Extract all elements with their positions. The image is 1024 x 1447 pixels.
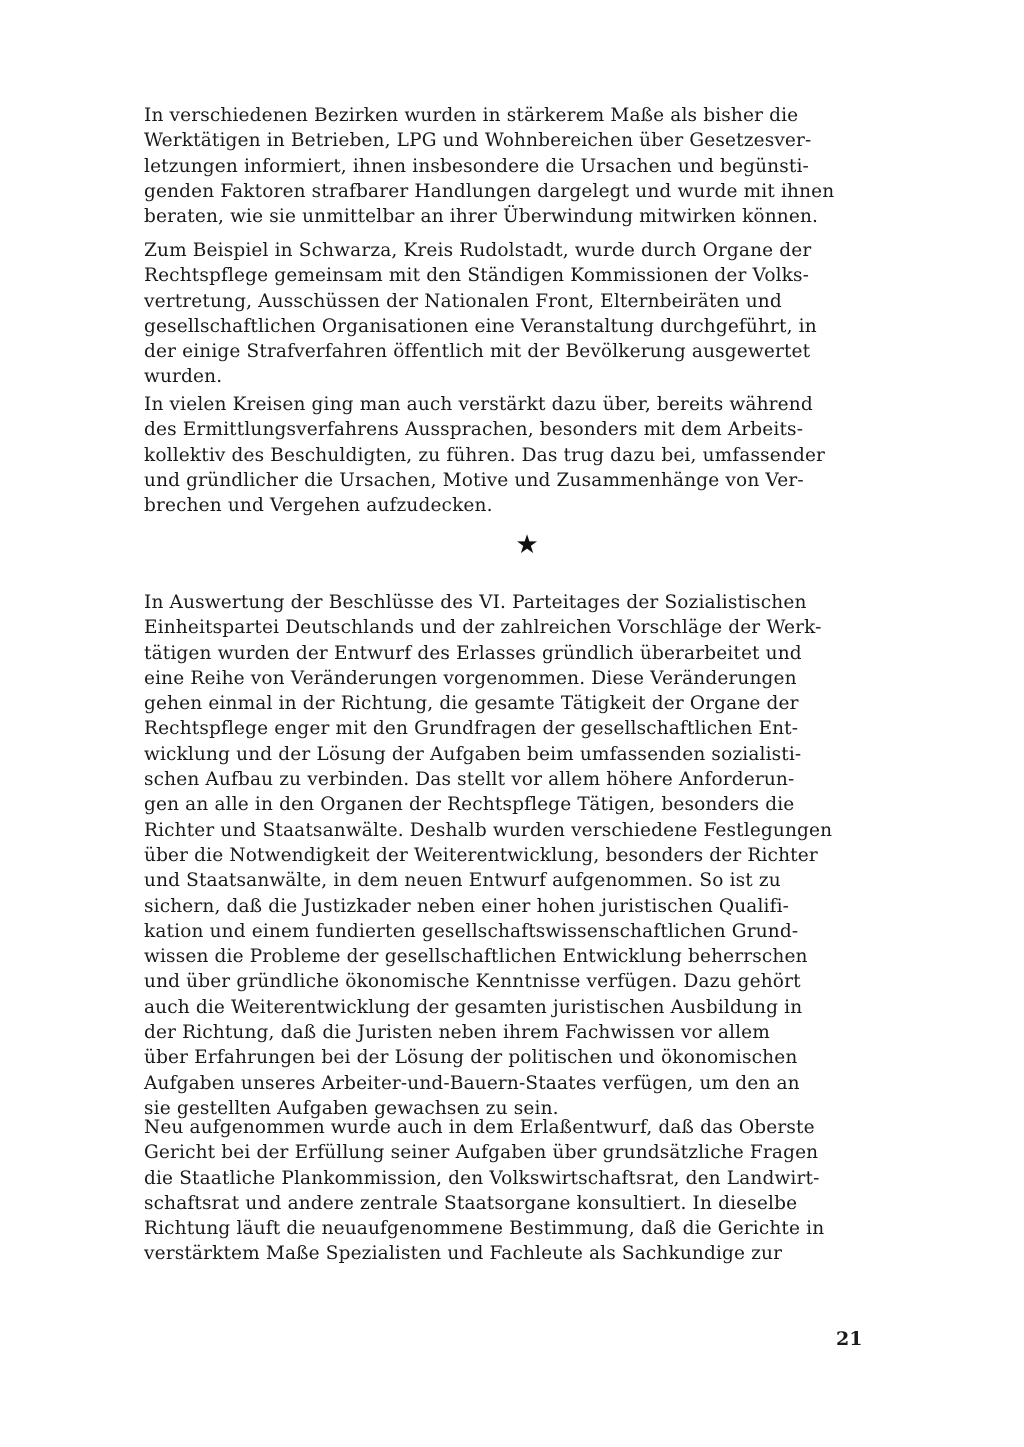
text-line: schaftsrat und andere zentrale Staatsorgane konsultiert. In dieselbe [144,1192,798,1214]
text-line: gen an alle in den Organen der Rechtspflege Tätigen, besonders die [144,794,795,816]
text-line: Richter und Staatsanwälte. Deshalb wurden verschiedene Festlegungen [144,819,833,841]
text-line: In verschiedenen Bezirken wurden in stärkerem Maße als bisher die [144,105,799,126]
text-line: und gründlicher die Ursachen, Motive und Zusammenhänge von Ver- [144,469,804,491]
text-line: kation und einem fundierten gesellschaftswissenschaftlichen Grund- [144,920,799,942]
text-line: schen Aufbau zu verbinden. Das stellt vor allem höhere Anforderun- [144,769,795,791]
paragraph-2 [144,238,904,390]
text-line: beraten, wie sie unmittelbar an ihrer Überwindung mitwirken können. [144,206,819,228]
text-line: Zum Beispiel in Schwarza, Kreis Rudolstadt, wurde durch Organe der [144,240,812,261]
text-line: Rechtspflege enger mit den Grundfragen der gesellschaftlichen Ent- [144,718,799,740]
text-line: gehen einmal in der Richtung, die gesamte Tätigkeit der Organe der [144,693,799,715]
paragraph-3 [144,392,904,518]
text-line: und Staatsanwälte, in dem neuen Entwurf aufgenommen. So ist zu [144,870,781,892]
text-line: über die Notwendigkeit der Weiterentwicklung, besonders der Richter [144,844,818,866]
text-line: auch die Weiterentwicklung der gesamten juristischen Ausbildung in [144,996,803,1018]
text-line: Richtung läuft die neuaufgenommene Bestimmung, daß die Gerichte in [144,1218,825,1240]
page-number: 21 [836,1328,863,1350]
text-line: In Auswertung der Beschlüsse des VI. Parteitages der Sozialistischen [144,592,807,613]
text-line: genden Faktoren strafbarer Handlungen dargelegt und wurde mit ihnen [144,180,835,202]
star-separator-icon: ★ [515,530,539,560]
text-line: verstärktem Maße Spezialisten und Fachleute als Sachkundige zur [144,1243,783,1265]
text-line: gesellschaftlichen Organisationen eine Veranstaltung durchgeführt, in [144,315,817,337]
text-line: Gericht bei der Erfüllung seiner Aufgaben über grundsätzliche Fragen [144,1142,819,1164]
text-line: und über gründliche ökonomische Kenntnisse verfügen. Dazu gehört [144,971,801,993]
text-line: wurden. [144,366,223,388]
text-line: kollektiv des Beschuldigten, zu führen. Das trug dazu bei, umfassender [144,444,826,466]
text-line: Aufgaben unseres Arbeiter-und-Bauern-Staates verfügen, um den an [144,1072,800,1094]
text-line: Rechtspflege gemeinsam mit den Ständigen Kommissionen der Volks- [144,265,810,287]
text-line: sie gestellten Aufgaben gewachsen zu sein. [144,1097,559,1119]
text-line: über Erfahrungen bei der Lösung der politischen und ökonomischen [144,1047,798,1069]
text-line: des Ermittlungsverfahrens Aussprachen, besonders mit dem Arbeits- [144,419,804,441]
paragraph-1 [144,103,904,229]
paragraph-4 [144,590,904,1121]
text-line: eine Reihe von Veränderungen vorgenommen. Diese Veränderungen [144,667,797,689]
text-line: brechen und Vergehen aufzudecken. [144,495,493,517]
text-line: In vielen Kreisen ging man auch verstärkt dazu über, bereits während [144,394,813,415]
text-line: Einheitspartei Deutschlands und der zahlreichen Vorschläge der Werk- [144,617,822,639]
text-line: tätigen wurden der Entwurf des Erlasses gründlich überarbeitet und [144,642,802,664]
text-line: der einige Strafverfahren öffentlich mit der Bevölkerung ausgewertet [144,341,811,363]
text-line: Neu aufgenommen wurde auch in dem Erlaßentwurf, daß das Oberste [144,1117,815,1138]
text-line: letzungen informiert, ihnen insbesondere die Ursachen und begünsti- [144,155,809,177]
text-line: der Richtung, daß die Juristen neben ihrem Fachwissen vor allem [144,1022,770,1044]
text-line: vertretung, Ausschüssen der Nationalen Front, Elternbeiräten und [144,290,782,312]
text-line: wissen die Probleme der gesellschaftlichen Entwicklung beherrschen [144,946,808,968]
text-line: sichern, daß die Justizkader neben einer hohen juristischen Qualifi- [144,895,790,917]
text-line: wicklung und der Lösung der Aufgaben beim umfassenden sozialisti- [144,743,802,765]
text-line: Werktätigen in Betrieben, LPG und Wohnbereichen über Gesetzesver- [144,130,812,152]
text-line: die Staatliche Plankommission, den Volkswirtschaftsrat, den Landwirt- [144,1167,820,1189]
paragraph-5 [144,1115,904,1267]
